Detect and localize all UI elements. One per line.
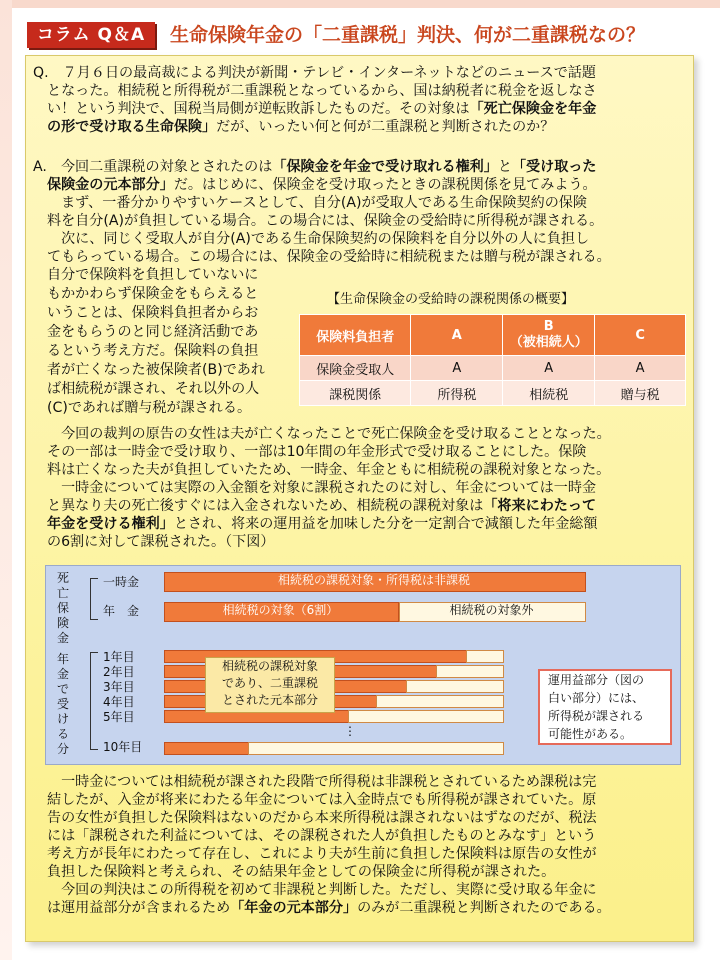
question-line-1: Q. ７月６日の最高裁による判決が新聞・テレビ・インターネットなどのニュースで話題 (33, 65, 596, 81)
table-header-cell: 保険料負担者 (300, 315, 411, 356)
row-label-lump: 一時金 (103, 575, 140, 589)
year-bar-gain (248, 742, 504, 755)
year-label: 10年目 (103, 740, 143, 754)
table-cell: 保険金受取人 (300, 356, 411, 381)
year-bar-gain (376, 695, 504, 708)
year-bar-gain (348, 710, 504, 723)
investment-gain-note (538, 669, 672, 745)
explain-line: いうことは、保険料負担者からお (47, 305, 259, 321)
page-title: 生命保険年金の「二重課税」判決、何が二重課税なの？ (170, 24, 646, 46)
answer-line-3: まず、一番分かりやすいケースとして、自分(A)が受取人である生命保険契約の保険 (47, 195, 587, 211)
note-line: 運用益部分（図の (548, 673, 645, 687)
group-label-death-benefit: 死亡保険金 (56, 571, 69, 645)
answer-line-2: 保険金の元本部分」だ。はじめに、保険金を受け取ったときの課税関係を見てみよう。 (47, 177, 597, 193)
table-cell: A (595, 356, 686, 381)
brace (90, 652, 98, 750)
callout-line: であり、二重課税 (221, 676, 318, 690)
answer-line-5: 次に、同じく受取人が自分(A)である生命保険契約の保険料を自分以外の人に負担し (47, 231, 590, 247)
body-line: の6割に対して課税された。（下図） (47, 534, 275, 550)
body-line: 一時金については実際の入金額を対象に課税されたのに対し、年金については一時金 (47, 480, 597, 496)
body-line: その一部は一時金で受け取り、一部は10年間の年金形式で受け取ることにした。保険 (47, 444, 587, 460)
top-frame (0, 0, 720, 8)
table-cell: 贈与税 (595, 381, 686, 406)
table-title: 【生命保険金の受給時の課税関係の概要】 (327, 292, 575, 307)
body-line: 一時金については相続税が課された段階で所得税は非課税とされているため課税は完 (47, 774, 597, 790)
question-line-2: となった。相続税と所得税が二重課税となっているから、国は納税者に税金を返しなさ (47, 83, 597, 99)
body-line: 今回の裁判の原告の女性は夫が亡くなったことで死亡保険金を受け取ることとなった。 (47, 426, 611, 442)
explain-line: るという考え方だ。保険料の負担 (47, 343, 259, 359)
principal-callout (205, 657, 335, 713)
table-header-row (300, 315, 686, 356)
answer-line-6: てもらっている場合。この場合には、保険金の受給時に相続税または贈与税が課される。 (47, 249, 611, 265)
year-label: 4年目 (103, 695, 135, 709)
year-label: 2年目 (103, 665, 135, 679)
table-cell: A (411, 356, 503, 381)
answer-line-4: 料を自分(A)が負担している場合。この場合には、保険金の受給時に所得税が課される。 (47, 213, 604, 229)
body-line: は運用益部分が含まれるため「年金の元本部分」のみが二重課税と判断されたのである。 (47, 900, 611, 916)
brace (90, 578, 98, 620)
bar-pension-untaxed-label: 相続税の対象外 (449, 603, 534, 617)
question-line-3: い！という判決で、国税当局側が逆転敗訴したものだ。その対象は「死亡保険金を年金 (47, 101, 597, 117)
year-label: 1年目 (103, 650, 135, 664)
callout-line: とされた元本部分 (221, 693, 318, 707)
year-label: 3年目 (103, 680, 135, 694)
year-label: 5年目 (103, 710, 135, 724)
explain-line: 者が亡くなった被保険者(B)であれ (47, 362, 265, 378)
year-bar-gain (436, 665, 504, 678)
table-cell: 課税関係 (300, 381, 411, 406)
explain-line: (C)であれば贈与税が課される。 (47, 400, 252, 416)
explain-line: 金をもらうのと同じ経済活動であ (47, 324, 259, 340)
body-line: 料は亡くなった夫が負担していたため、一時金、年金ともに相続税の課税対象となった。 (47, 462, 611, 478)
tax-table (299, 314, 686, 406)
note-line: 可能性がある。 (548, 727, 633, 741)
table-row (300, 356, 686, 381)
table-header-cell: B （被相続人） (503, 315, 595, 356)
explain-line: もかかわらず保険金をもらえると (47, 286, 259, 302)
table-cell: A (503, 356, 595, 381)
year-bar-gain (406, 680, 504, 693)
row-label-pension: 年 金 (103, 604, 140, 618)
year-bar-principal (164, 742, 250, 755)
bar-lump-sum-label: 相続税の課税対象・所得税は非課税 (277, 573, 470, 587)
year-bar-gain (466, 650, 504, 663)
bar-pension-taxed-label: 相続税の対象（6割） (222, 603, 339, 617)
table-header-cell: A (411, 315, 503, 356)
body-line: 負担した保険料と考えられ、その結果年金としての保険金に所得税が課された。 (47, 864, 556, 880)
table-row (300, 381, 686, 406)
note-line: 白い部分）には、 (548, 691, 645, 705)
body-line: 年金を受ける権利」とされ、将来の運用益を加味した分を一定割合で減額した年金総額 (47, 516, 598, 532)
question-line-4: の形で受け取る生命保険」だが、いったい何と何が二重課税と判断されたのか？ (47, 119, 555, 135)
body-line: 告の女性が負担した保険料はないのだから本来所得税は課されないはずなのだが、税法 (47, 810, 597, 826)
explain-line: ば相続税が課され、それ以外の人 (47, 381, 260, 397)
column-tag: コラム Q＆A (27, 22, 155, 48)
note-line: 所得税が課される (548, 709, 645, 723)
explain-line: 自分で保険料を負担していないに (47, 267, 259, 283)
body-line: 考え方が長年にわたって存在し、これにより夫が生前に負担した保険料は原告の女性が (47, 846, 597, 862)
ellipsis: ⋮ (344, 724, 356, 738)
left-frame (0, 0, 12, 960)
table-cell: 所得税 (411, 381, 503, 406)
body-line: 今回の判決はこの所得税を初めて非課税と判断した。ただし、実際に受け取る年金に (47, 882, 597, 898)
answer-line-1: A. 今回二重課税の対象とされたのは「保険金を年金で受け取れる権利」と「受け取った (33, 159, 597, 175)
table-cell: 相続税 (503, 381, 595, 406)
body-line: と異なり夫の死亡後すぐには入金されないため、相続税の課税対象は「将来にわたって (47, 498, 597, 514)
group-label-pension: 年金で受ける分 (56, 652, 69, 756)
body-line: 結したが、入金が将来にわたる年金については入金時点でも所得税が課されていた。原 (47, 792, 597, 808)
table-header-cell: C (595, 315, 686, 356)
callout-line: 相続税の課税対象 (221, 659, 318, 673)
body-line: には「課税された利益については、その課税された人が負担したものとみなす」という (47, 828, 597, 844)
